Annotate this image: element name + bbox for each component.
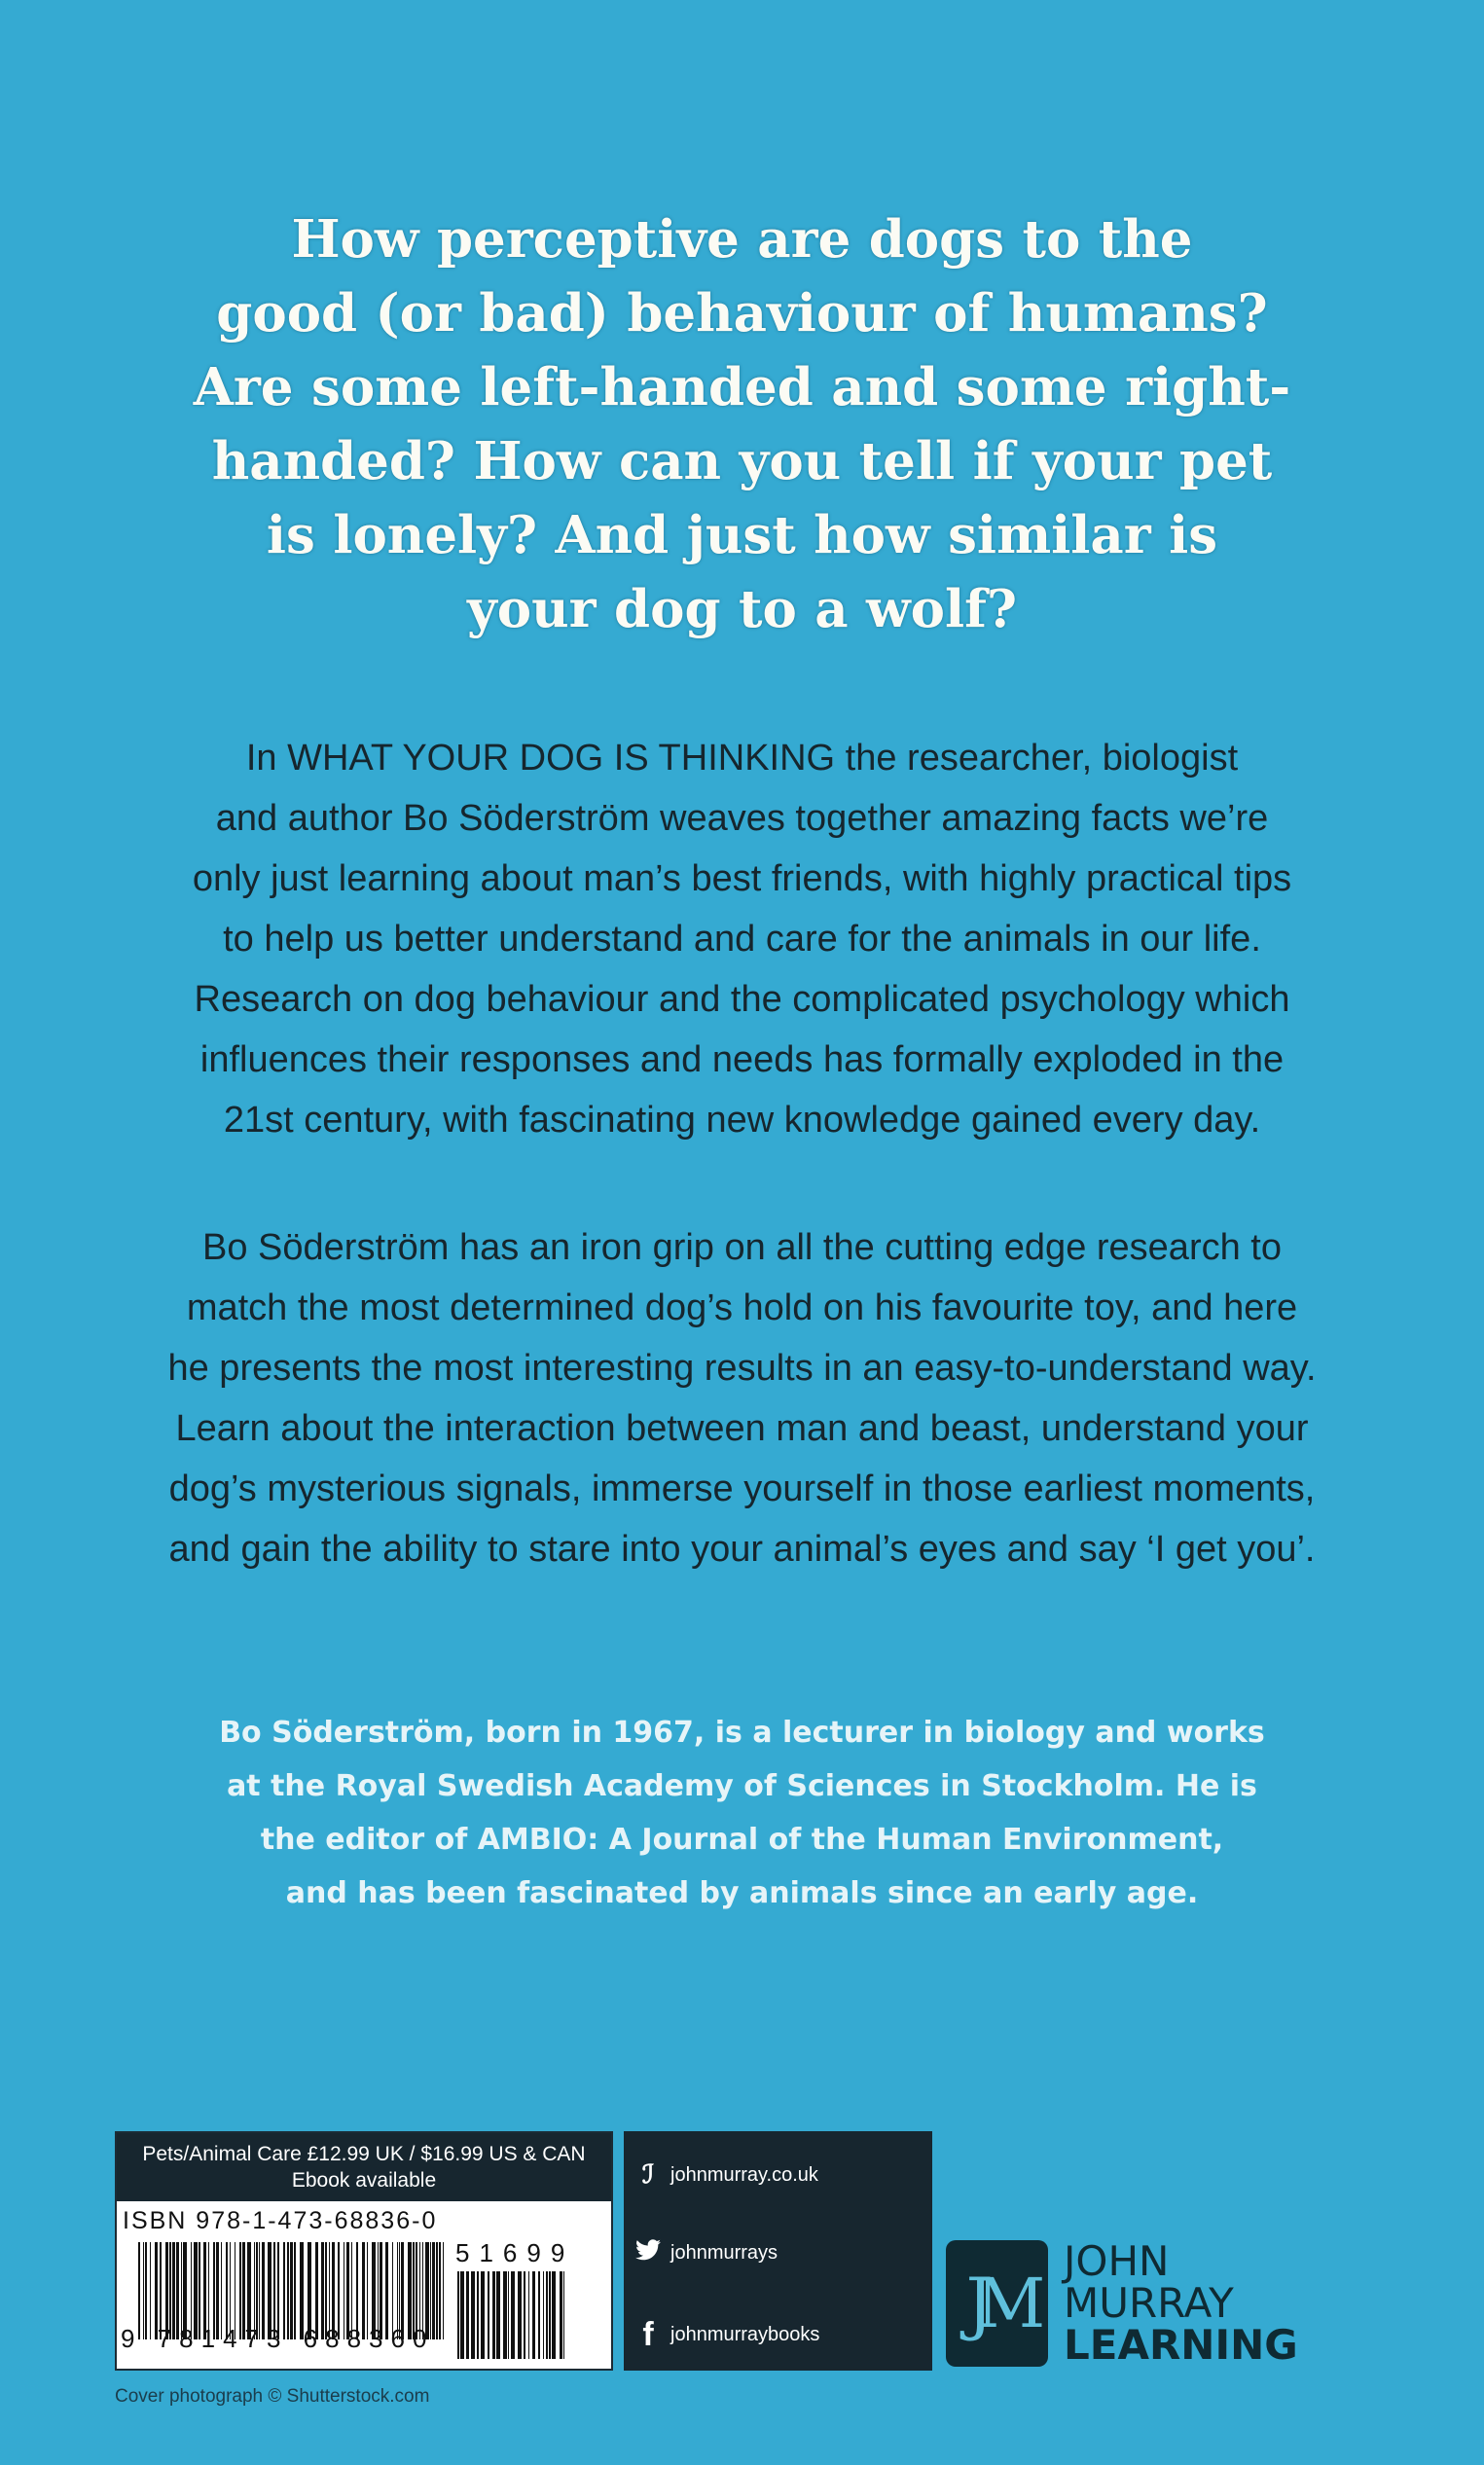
text-line: to help us better understand and care for the animals in our life. <box>223 919 1261 960</box>
publisher-monogram-icon: ℐ <box>641 2160 655 2190</box>
text-line: he presents the most interesting results in an easy-to-understand way. <box>167 1348 1317 1389</box>
author-bio <box>0 1706 1484 1920</box>
barcode-bar <box>518 2271 522 2359</box>
barcode-bar <box>439 2242 441 2339</box>
ebook-note: Ebook available <box>291 2169 437 2192</box>
barcode-bar <box>532 2271 535 2359</box>
social-links-panel <box>624 2131 932 2371</box>
barcode-bar <box>492 2271 495 2359</box>
barcode-bar <box>546 2271 548 2359</box>
barcode-bar <box>457 2271 459 2359</box>
barcode-bar <box>543 2271 544 2359</box>
barcode-bar <box>560 2271 562 2359</box>
barcode-bar <box>524 2271 525 2359</box>
barcode-bar <box>481 2271 485 2359</box>
text-line: Research on dog behaviour and the complicated psychology which <box>194 979 1290 1020</box>
bio-line: the editor of AMBIO: A Journal of the Human Environment, <box>260 1823 1224 1857</box>
twitter-link[interactable] <box>635 2238 778 2267</box>
barcode-bar <box>552 2271 556 2359</box>
text-line: Bo Söderström has an iron grip on all the cutting edge research to <box>202 1227 1282 1268</box>
headline <box>0 202 1484 646</box>
category-price: Pets/Animal Care £12.99 UK / $16.99 US & CAN <box>142 2143 586 2165</box>
bio-line: and has been fascinated by animals since an early age. <box>285 1876 1199 1910</box>
barcode-bar <box>460 2271 464 2359</box>
twitter-handle: johnmurrays <box>670 2241 778 2264</box>
price-header <box>117 2133 611 2201</box>
bio-line: at the Royal Swedish Academy of Sciences in Stockholm. He is <box>227 1769 1257 1803</box>
addon-barcode <box>455 2271 572 2359</box>
facebook-link[interactable] <box>635 2316 819 2354</box>
barcode-bar <box>496 2271 500 2359</box>
barcode-bar <box>511 2271 515 2359</box>
barcode-bar <box>466 2271 469 2359</box>
headline-line: is lonely? And just how similar is <box>266 505 1218 565</box>
facebook-icon: f <box>642 2316 654 2353</box>
barcode-bar <box>477 2271 479 2359</box>
price-barcode-box <box>115 2131 613 2371</box>
barcode-bar <box>528 2271 529 2359</box>
isbn: ISBN 978-1-473-68836-0 <box>123 2207 438 2234</box>
barcode-bar <box>503 2271 507 2359</box>
website-link[interactable] <box>635 2160 818 2190</box>
photo-credit: Cover photograph © Shutterstock.com <box>115 2386 430 2407</box>
text-line: match the most determined dog’s hold on his favourite toy, and here <box>186 1287 1298 1328</box>
text-line: In WHAT YOUR DOG IS THINKING the researcher, biologist <box>245 738 1239 779</box>
text-line: influences their responses and needs has formally exploded in the <box>199 1039 1285 1080</box>
logo-line-1: JOHN <box>1064 2237 1170 2285</box>
text-line: 21st century, with fascinating new knowledge gained every day. <box>223 1100 1261 1141</box>
barcode-bar <box>443 2242 444 2339</box>
headline-line: How perceptive are dogs to the <box>291 209 1193 270</box>
description-paragraph-2 <box>0 1217 1484 1579</box>
text-line: and author Bo Söderström weaves together amazing facts we’re <box>215 798 1269 839</box>
publisher-logo-monogram: JM <box>946 2240 1048 2367</box>
barcode-bar <box>538 2271 540 2359</box>
barcode-bar <box>563 2271 564 2359</box>
text-line: dog’s mysterious signals, immerse yourself in those earliest moments, <box>168 1468 1316 1509</box>
barcode-bar <box>436 2242 438 2339</box>
barcode-bar <box>508 2271 509 2359</box>
text-line: only just learning about man’s best friends, with highly practical tips <box>192 858 1292 899</box>
barcode-bar <box>488 2271 489 2359</box>
headline-line: Are some left-handed and some right- <box>193 357 1291 417</box>
twitter-bird-icon <box>635 2238 661 2267</box>
website-text: johnmurray.co.uk <box>670 2163 818 2186</box>
headline-line: good (or bad) behaviour of humans? <box>216 283 1268 344</box>
text-line: Learn about the interaction between man and beast, understand your <box>175 1408 1309 1449</box>
description-paragraph-1 <box>0 728 1484 1150</box>
text-line: and gain the ability to stare into your animal’s eyes and say ‘I get you’. <box>168 1529 1316 1570</box>
headline-line: your dog to a wolf? <box>466 579 1017 639</box>
logo-line-2: MURRAY <box>1064 2279 1234 2327</box>
addon-digits: 51699 <box>455 2238 575 2267</box>
facebook-handle: johnmurraybooks <box>670 2324 820 2345</box>
logo-line-3: LEARNING <box>1064 2321 1298 2369</box>
barcode-bar <box>549 2271 551 2359</box>
barcode-bar <box>471 2271 475 2359</box>
barcode-digits: 9 781473 688360 <box>121 2324 435 2353</box>
headline-line: handed? How can you tell if your pet <box>211 431 1273 491</box>
publisher-logo-text <box>1064 2237 1298 2369</box>
bio-line: Bo Söderström, born in 1967, is a lecturer in biology and works <box>219 1716 1265 1750</box>
